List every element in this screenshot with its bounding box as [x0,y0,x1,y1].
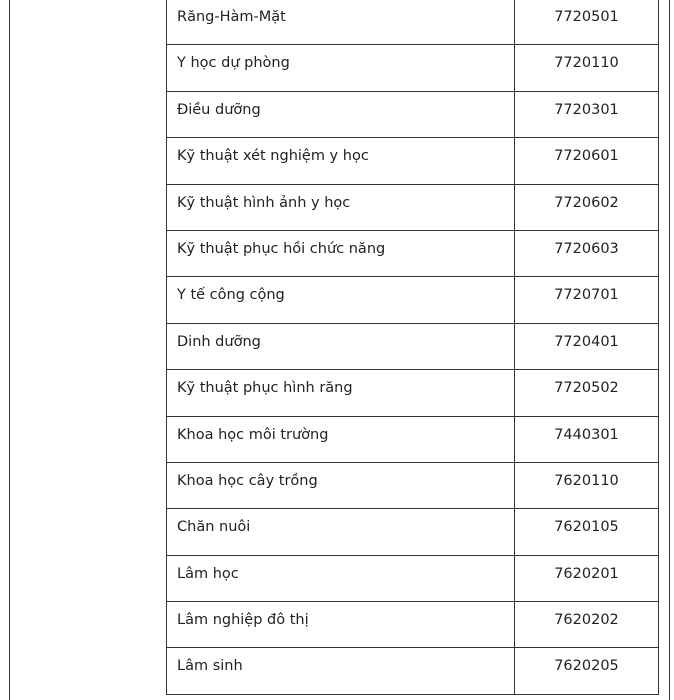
major-code-cell [515,555,659,601]
outer-table-left-border [9,0,10,700]
major-code: 7720701 [554,287,619,304]
major-name: Kỹ thuật phục hồi chức năng [177,240,386,257]
major-name: Y học dự phòng [177,55,290,72]
major-name-cell [167,416,515,462]
major-name-cell [167,370,515,416]
major-name: Lâm nghiệp đô thị [177,612,309,629]
major-code: 7720501 [554,9,619,25]
major-code-cell [515,45,659,91]
major-name-cell [167,462,515,508]
major-name: Y tế công cộng [177,287,285,304]
major-name-cell [167,138,515,184]
major-name: Răng-Hàm-Mặt [177,9,286,25]
major-name: Dinh dưỡng [177,333,261,350]
table-row [167,323,659,369]
major-code: 7720601 [554,148,619,165]
major-code-cell [515,370,659,416]
majors-table [166,0,659,695]
majors-table-body [167,0,659,694]
major-code: 7620105 [554,519,619,536]
table-row [167,648,659,694]
major-code-cell [515,230,659,276]
major-name: Kỹ thuật hình ảnh y học [177,194,351,211]
major-code-cell [515,184,659,230]
major-code-cell [515,0,659,45]
major-code-cell [515,602,659,648]
table-row [167,230,659,276]
major-name-cell [167,602,515,648]
major-code-cell [515,91,659,137]
major-name-cell [167,91,515,137]
major-name: Khoa học môi trường [177,426,329,443]
table-row [167,91,659,137]
major-code: 7720401 [554,333,619,350]
major-code: 7620205 [554,658,619,675]
table-row [167,138,659,184]
major-name: Khoa học cây trồng [177,472,318,489]
major-code-cell [515,416,659,462]
table-row [167,462,659,508]
major-code: 7720502 [554,380,619,397]
outer-table-right-border [669,0,670,700]
table-row [167,277,659,323]
major-name-cell [167,0,515,45]
table-row [167,45,659,91]
major-code: 7720602 [554,194,619,211]
major-code-cell [515,648,659,694]
major-code-cell [515,277,659,323]
table-row [167,509,659,555]
table-row [167,0,659,45]
major-name: Lâm sinh [177,658,243,675]
major-name-cell [167,509,515,555]
major-code: 7720603 [554,240,619,257]
major-code: 7620110 [554,472,619,489]
major-name: Chăn nuôi [177,519,251,536]
major-code: 7720301 [554,101,619,118]
major-code: 7440301 [554,426,619,443]
table-row [167,416,659,462]
table-row [167,602,659,648]
major-name-cell [167,648,515,694]
major-name: Lâm học [177,565,239,582]
major-name: Kỹ thuật phục hình răng [177,380,353,397]
major-name-cell [167,323,515,369]
major-code-cell [515,509,659,555]
major-name-cell [167,277,515,323]
major-code-cell [515,462,659,508]
major-name-cell [167,555,515,601]
major-name: Điều dưỡng [177,101,261,118]
major-code: 7720110 [554,55,619,72]
major-code: 7620201 [554,565,619,582]
table-row [167,184,659,230]
major-code-cell [515,138,659,184]
major-name: Kỹ thuật xét nghiệm y học [177,148,369,165]
major-code-cell [515,323,659,369]
table-row [167,370,659,416]
table-row [167,555,659,601]
major-name-cell [167,184,515,230]
major-code: 7620202 [554,612,619,629]
major-name-cell [167,230,515,276]
major-name-cell [167,45,515,91]
